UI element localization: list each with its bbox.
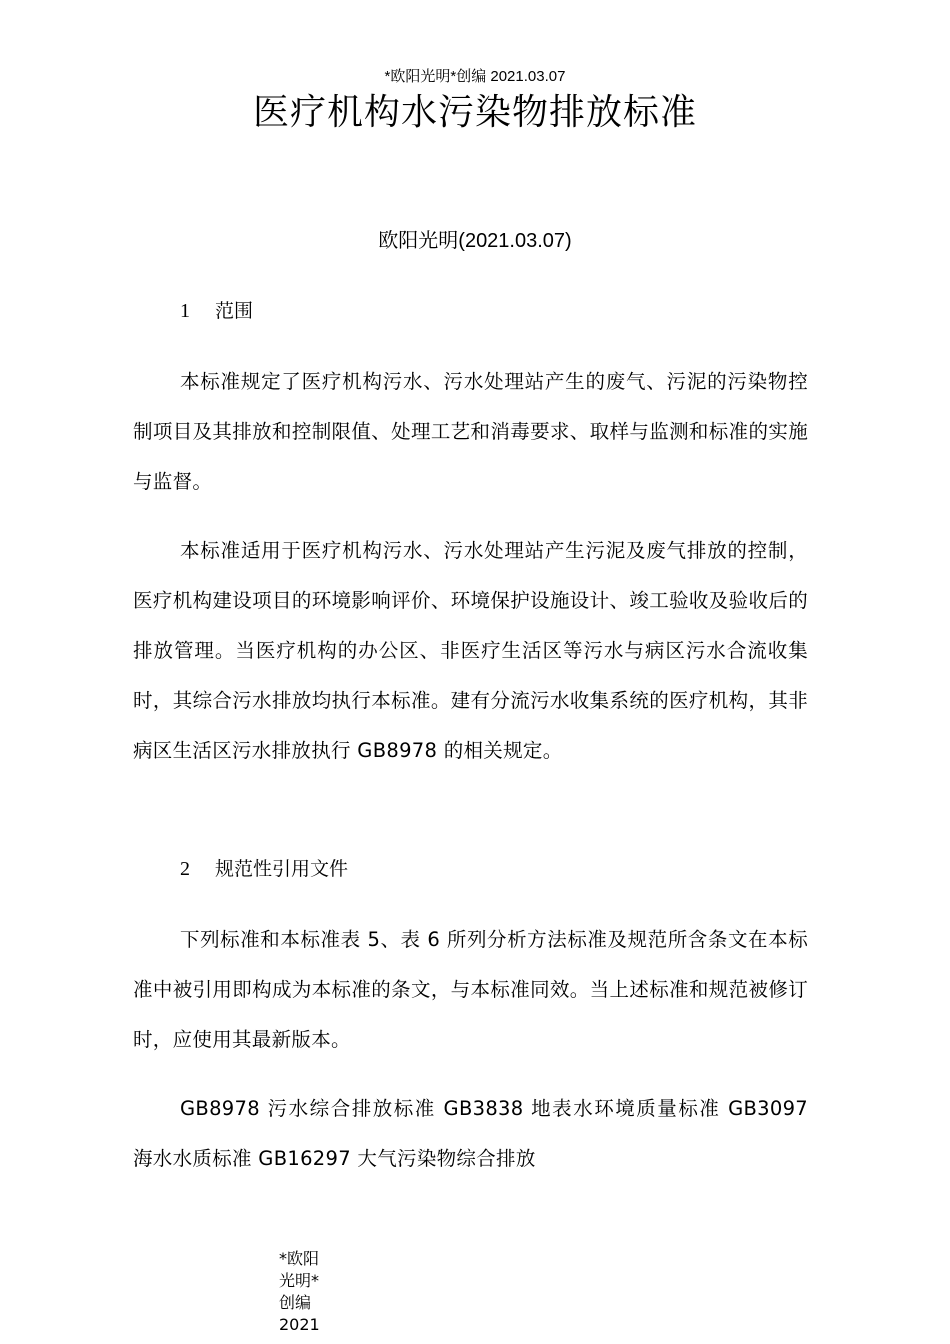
section-heading-references: [180, 854, 348, 884]
author-line: 欧阳光明(2021.03.07): [378, 230, 572, 252]
header-note: *欧阳光明*创编 2021.03.07: [384, 68, 566, 85]
document-title: 医疗机构水污染物排放标准: [252, 92, 697, 133]
paragraph-text: GB8978 污水综合排放标准 GB3838 地表水环境质量标准 GB3097 海水水质标准 GB16297 大气污染物综合排放: [133, 1097, 808, 1170]
section-title: 范围: [215, 300, 254, 322]
section-number: 2: [180, 858, 190, 880]
section-title: 规范性引用文件: [215, 858, 349, 880]
paragraph-text: 本标准规定了医疗机构污水、污水处理站产生的废气、污泥的污染物控制项目及其排放和控制限值、处理工艺和消毒要求、取样与监测和标准的实施与监督。: [133, 370, 808, 493]
paragraph-scope-2: [133, 526, 808, 776]
paragraph-references-1: [133, 915, 808, 1065]
paragraph-text: 下列标准和本标准表 5、表 6 所列分析方法标准及规范所含条文在本标准中被引用即构成为本标准的条文，与本标准同效。当上述标准和规范被修订时，应使用其最新版本。: [133, 928, 808, 1051]
section-number: 1: [180, 300, 190, 322]
paragraph-scope-1: [133, 357, 808, 507]
section-heading-scope: [180, 296, 253, 326]
paragraph-text: 本标准适用于医疗机构污水、污水处理站产生污泥及废气排放的控制，医疗机构建设项目的环境影响评价、环境保护设施设计、竣工验收及验收后的排放管理。当医疗机构的办公区、非医疗生活区等污水与病区污水合流收集时，其综合污水排放均执行本标准。建有分流污水收集系统的医疗机构，其非病区生活区污水排放执行 GB8978 的相关规定。: [133, 539, 808, 762]
footer-note: *欧阳光明*创编 2021: [279, 1249, 320, 1334]
paragraph-references-2: [133, 1084, 808, 1184]
